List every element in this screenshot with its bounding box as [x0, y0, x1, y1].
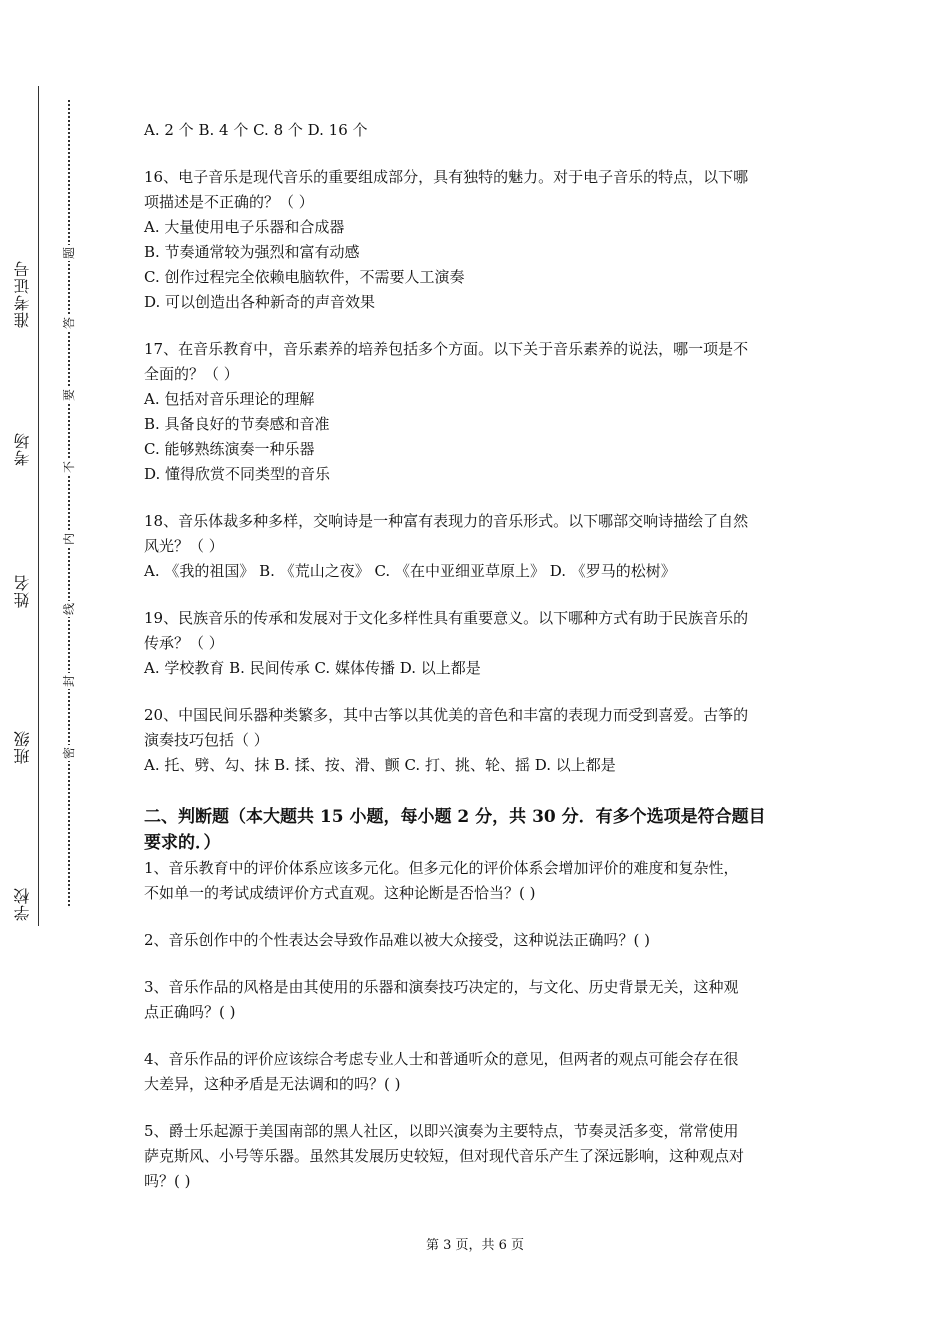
question-options: A. 托、劈、勾、抹 B. 揉、按、滑、颤 C. 打、挑、轮、摇 D. 以上都是 — [144, 756, 616, 774]
judgment-text: 吗？( ) — [144, 1172, 191, 1190]
q15-options: A. 2 个 B. 4 个 C. 8 个 D. 16 个 — [144, 121, 368, 139]
question-options: A. 《我的祖国》 B. 《荒山之夜》 C. 《在中亚细亚草原上》 D. 《罗马的松树》 — [144, 562, 676, 580]
judgment-2 — [144, 928, 812, 953]
judgment-text: 1、音乐教育中的评价体系应该多元化。但多元化的评价体系会增加评价的难度和复杂性， — [144, 859, 739, 877]
question-stem: 传承？（ ） — [144, 634, 224, 652]
question-stem: 风光？（ ） — [144, 537, 224, 555]
school-field-label: 学校 — [13, 887, 32, 921]
seal-char: 封 — [62, 675, 76, 688]
option-b: B. 节奏通常较为强烈和富有动感 — [144, 243, 360, 261]
judgment-5 — [144, 1119, 812, 1194]
question-stem: 全面的？（ ） — [144, 365, 239, 383]
question-stem: 19、民族音乐的传承和发展对于文化多样性具有重要意义。以下哪种方式有助于民族音乐的 — [144, 609, 749, 627]
question-18 — [144, 509, 812, 584]
option-c: C. 创作过程完全依赖电脑软件，不需要人工演奏 — [144, 268, 465, 286]
seal-line-dotted — [68, 100, 70, 906]
section-title-line: 要求的．） — [144, 833, 221, 853]
option-b: B. 具备良好的节奏感和音准 — [144, 415, 330, 433]
seal-char: 内 — [62, 533, 76, 546]
judgment-text: 2、音乐创作中的个性表达会导致作品难以被大众接受，这种说法正确吗？( ) — [144, 931, 651, 949]
option-a: A. 大量使用电子乐器和合成器 — [144, 218, 345, 236]
section-title-line: 二、判断题（本大题共 15 小题，每小题 2 分，共 30 分．有多个选项是符合题目 — [144, 807, 766, 827]
judgment-text: 不如单一的考试成绩评价方式直观。这种论断是否恰当？( ) — [144, 884, 536, 902]
exam-room-field-label: 考场 — [13, 432, 32, 466]
class-field-label: 班级 — [13, 730, 32, 764]
exam-content — [144, 118, 812, 1194]
page-number: 第 3 页，共 6 页 — [425, 1238, 525, 1253]
question-stem: 项描述是不正确的？（ ） — [144, 193, 314, 211]
question-17 — [144, 337, 812, 487]
question-stem: 16、电子音乐是现代音乐的重要组成部分，具有独特的魅力。对于电子音乐的特点，以下哪 — [144, 168, 749, 186]
question-stem: 20、中国民间乐器种类繁多，其中古筝以其优美的音色和丰富的表现力而受到喜爱。古筝的 — [144, 706, 749, 724]
seal-char: 密 — [62, 747, 76, 760]
name-field-label: 姓名 — [13, 574, 32, 608]
option-a: A. 包括对音乐理论的理解 — [144, 390, 315, 408]
seal-char: 要 — [62, 389, 76, 402]
seal-char: 不 — [62, 461, 76, 474]
section-2-title — [144, 804, 812, 856]
question-stem: 18、音乐体裁多种多样，交响诗是一种富有表现力的音乐形式。以下哪部交响诗描绘了自然 — [144, 512, 749, 530]
judgment-text: 3、音乐作品的风格是由其使用的乐器和演奏技巧决定的，与文化、历史背景无关，这种观 — [144, 978, 739, 996]
question-19 — [144, 606, 812, 681]
binding-line-solid — [38, 86, 39, 926]
seal-char: 题 — [62, 247, 76, 260]
judgment-1 — [144, 856, 812, 906]
question-20 — [144, 703, 812, 778]
seal-char: 线 — [62, 603, 76, 616]
option-d: D. 可以创造出各种新奇的声音效果 — [144, 293, 376, 311]
question-options: A. 学校教育 B. 民间传承 C. 媒体传播 D. 以上都是 — [144, 659, 481, 677]
question-stem: 演奏技巧包括（ ） — [144, 731, 269, 749]
judgment-text: 4、音乐作品的评价应该综合考虑专业人士和普通听众的意见，但两者的观点可能会存在很 — [144, 1050, 739, 1068]
option-c: C. 能够熟练演奏一种乐器 — [144, 440, 315, 458]
question-stem: 17、在音乐教育中，音乐素养的培养包括多个方面。以下关于音乐素养的说法，哪一项是不 — [144, 340, 749, 358]
judgment-text: 5、爵士乐起源于美国南部的黑人社区，以即兴演奏为主要特点，节奏灵活多变，常常使用 — [144, 1122, 739, 1140]
judgment-text: 萨克斯风、小号等乐器。虽然其发展历史较短，但对现代音乐产生了深远影响，这种观点对 — [144, 1147, 745, 1165]
judgment-4 — [144, 1047, 812, 1097]
exam-number-field-label: 准考证号 — [13, 260, 32, 328]
judgment-text: 大差异，这种矛盾是无法调和的吗？( ) — [144, 1075, 401, 1093]
judgment-3 — [144, 975, 812, 1025]
judgment-text: 点正确吗？( ) — [144, 1003, 236, 1021]
option-d: D. 懂得欣赏不同类型的音乐 — [144, 465, 331, 483]
seal-char: 答 — [62, 317, 76, 330]
question-16 — [144, 165, 812, 315]
